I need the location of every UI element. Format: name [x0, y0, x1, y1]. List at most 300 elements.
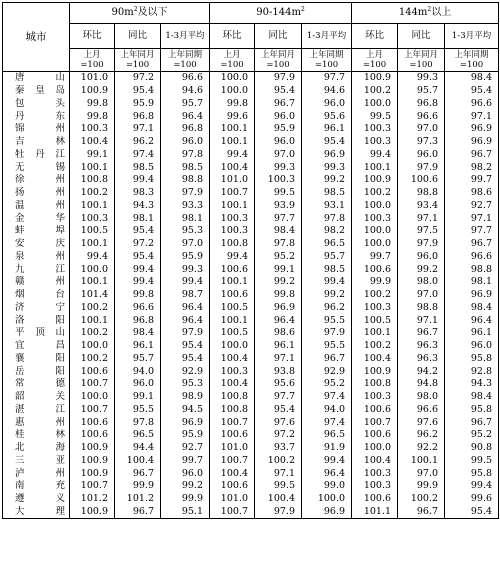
index-value-cell: 100.0 [210, 72, 255, 85]
index-value-cell: 99.5 [255, 187, 302, 200]
table-row [3, 302, 499, 315]
index-value-cell: 94.5 [161, 404, 210, 417]
index-value-cell: 101.4 [70, 289, 115, 302]
index-value-cell: 96.8 [115, 110, 161, 123]
index-value-cell: 97.2 [255, 429, 302, 442]
index-value-cell: 98.6 [255, 327, 302, 340]
index-value-cell: 96.0 [445, 340, 499, 353]
index-value-cell: 98.4 [445, 72, 499, 85]
index-value-cell: 100.4 [210, 378, 255, 391]
index-value-cell: 99.4 [161, 276, 210, 289]
index-value-cell: 98.1 [115, 212, 161, 225]
index-value-cell: 99.1 [115, 391, 161, 404]
base-value: =100 [459, 60, 484, 70]
index-value-cell: 100.6 [210, 263, 255, 276]
index-value-cell: 95.6 [255, 378, 302, 391]
index-value-cell: 98.8 [398, 302, 445, 315]
table-row [3, 378, 499, 391]
index-value-cell: 100.9 [70, 467, 115, 480]
index-value-cell: 100.3 [70, 123, 115, 136]
index-value-cell: 100.6 [352, 429, 398, 442]
index-value-cell: 100.3 [210, 212, 255, 225]
base-header [302, 49, 352, 72]
header-row-metrics [3, 24, 499, 49]
index-value-cell: 100.3 [210, 225, 255, 238]
table-row [3, 493, 499, 506]
index-value-cell: 96.5 [302, 238, 352, 251]
table-row [3, 149, 499, 162]
index-value-cell: 96.7 [115, 506, 161, 519]
index-value-cell: 100.1 [210, 123, 255, 136]
city-name-cell: 温州 [3, 200, 70, 213]
index-value-cell: 100.6 [70, 429, 115, 442]
index-value-cell: 94.4 [115, 442, 161, 455]
index-value-cell: 95.5 [302, 314, 352, 327]
index-value-cell: 99.7 [352, 251, 398, 264]
index-value-cell: 100.3 [352, 212, 398, 225]
index-value-cell: 100.4 [70, 136, 115, 149]
index-value-cell: 95.1 [161, 506, 210, 519]
city-name-cell: 扬州 [3, 187, 70, 200]
city-name-cell: 唐山 [3, 72, 70, 85]
table-row [3, 455, 499, 468]
index-value-cell: 99.7 [445, 174, 499, 187]
city-name-cell: 泸州 [3, 467, 70, 480]
index-value-cell: 98.2 [302, 225, 352, 238]
table-row [3, 365, 499, 378]
index-value-cell: 100.2 [352, 85, 398, 98]
index-value-cell: 100.6 [70, 365, 115, 378]
index-value-cell: 99.0 [302, 480, 352, 493]
base-header [398, 49, 445, 72]
index-value-cell: 98.5 [161, 161, 210, 174]
city-name-cell: 惠州 [3, 416, 70, 429]
index-value-cell: 100.0 [352, 238, 398, 251]
base-header [352, 49, 398, 72]
index-value-cell: 100.3 [352, 480, 398, 493]
index-value-cell: 100.9 [352, 174, 398, 187]
index-value-cell: 100.6 [70, 416, 115, 429]
index-value-cell: 97.1 [398, 314, 445, 327]
index-value-cell: 97.8 [255, 238, 302, 251]
index-value-cell: 96.8 [398, 98, 445, 111]
index-value-cell: 99.2 [302, 289, 352, 302]
index-value-cell: 100.6 [210, 289, 255, 302]
index-value-cell: 100.6 [352, 493, 398, 506]
base-header [115, 49, 161, 72]
index-value-cell: 99.2 [161, 480, 210, 493]
index-value-cell: 96.5 [302, 429, 352, 442]
base-value: =100 [362, 60, 387, 70]
index-value-cell: 100.0 [352, 98, 398, 111]
index-value-cell: 99.8 [70, 110, 115, 123]
index-value-cell: 98.6 [445, 187, 499, 200]
city-name-cell: 洛阳 [3, 314, 70, 327]
index-value-cell: 93.9 [255, 200, 302, 213]
table-row [3, 161, 499, 174]
index-value-cell: 97.6 [398, 416, 445, 429]
city-name-cell: 韶关 [3, 391, 70, 404]
index-value-cell: 98.1 [161, 212, 210, 225]
index-value-cell: 96.9 [445, 136, 499, 149]
city-name-cell: 襄阳 [3, 353, 70, 366]
index-value-cell: 98.0 [398, 391, 445, 404]
index-value-cell: 99.4 [302, 276, 352, 289]
index-value-cell: 100.1 [70, 238, 115, 251]
index-value-cell: 92.9 [302, 365, 352, 378]
table-row [3, 506, 499, 519]
index-value-cell: 96.0 [161, 136, 210, 149]
index-value-cell: 100.7 [70, 378, 115, 391]
index-value-cell: 101.2 [115, 493, 161, 506]
index-value-cell: 96.7 [398, 506, 445, 519]
city-name-cell: 安庆 [3, 238, 70, 251]
index-value-cell: 98.9 [161, 391, 210, 404]
index-value-cell: 100.7 [210, 455, 255, 468]
table-row [3, 429, 499, 442]
base-header [210, 49, 255, 72]
index-value-cell: 98.3 [115, 187, 161, 200]
index-value-cell: 96.8 [161, 123, 210, 136]
index-value-cell: 96.2 [115, 136, 161, 149]
metric-header-mom: 环比 [70, 24, 115, 49]
city-name-cell: 牡丹江 [3, 149, 70, 162]
city-name-cell: 徐州 [3, 174, 70, 187]
index-value-cell: 99.8 [70, 98, 115, 111]
index-value-cell: 100.1 [70, 161, 115, 174]
index-value-cell: 96.1 [255, 340, 302, 353]
index-value-cell: 97.1 [445, 110, 499, 123]
index-value-cell: 95.4 [115, 251, 161, 264]
index-value-cell: 100.4 [352, 455, 398, 468]
city-name-cell: 大理 [3, 506, 70, 519]
index-value-cell: 93.3 [161, 200, 210, 213]
index-value-cell: 98.4 [115, 327, 161, 340]
index-value-cell: 97.9 [255, 506, 302, 519]
metric-header-text: 1-3月平均 [165, 31, 205, 41]
index-value-cell: 100.2 [70, 327, 115, 340]
index-value-cell: 97.8 [161, 149, 210, 162]
index-value-cell: 93.7 [255, 442, 302, 455]
table-row [3, 187, 499, 200]
index-value-cell: 97.8 [302, 212, 352, 225]
metric-header-mom: 环比 [210, 24, 255, 49]
base-value: =100 [409, 60, 433, 70]
group-header-text: 及以下 [137, 7, 168, 18]
index-value-cell: 97.6 [255, 416, 302, 429]
index-value-cell: 99.1 [70, 149, 115, 162]
city-column-header: 城市 [3, 3, 70, 72]
index-value-cell: 99.8 [210, 98, 255, 111]
index-value-cell: 97.7 [255, 391, 302, 404]
group-header-small-area [70, 3, 210, 24]
index-value-cell: 100.5 [210, 302, 255, 315]
city-name-cell: 蚌埠 [3, 225, 70, 238]
index-value-cell: 97.4 [302, 416, 352, 429]
index-value-cell: 99.9 [352, 276, 398, 289]
group-header-sup: 2 [133, 6, 138, 13]
index-value-cell: 94.6 [302, 85, 352, 98]
table-row [3, 442, 499, 455]
index-value-cell: 100.7 [210, 187, 255, 200]
index-value-cell: 95.7 [398, 85, 445, 98]
index-value-cell: 95.3 [161, 378, 210, 391]
index-value-cell: 97.1 [255, 353, 302, 366]
index-value-cell: 96.1 [445, 327, 499, 340]
index-value-cell: 95.9 [255, 123, 302, 136]
index-value-cell: 96.4 [161, 110, 210, 123]
index-value-cell: 98.8 [161, 174, 210, 187]
index-value-cell: 100.9 [70, 442, 115, 455]
base-header [161, 49, 210, 72]
index-value-cell: 96.9 [255, 302, 302, 315]
base-header [255, 49, 302, 72]
index-value-cell: 97.0 [398, 123, 445, 136]
index-value-cell: 97.5 [398, 225, 445, 238]
index-value-cell: 99.3 [398, 72, 445, 85]
index-value-cell: 100.6 [398, 174, 445, 187]
index-value-cell: 99.4 [70, 251, 115, 264]
index-value-cell: 100.3 [352, 467, 398, 480]
index-value-cell: 95.4 [445, 506, 499, 519]
city-name-cell: 秦皇岛 [3, 85, 70, 98]
metric-header-q1-avg [302, 24, 352, 49]
index-value-cell: 99.9 [115, 480, 161, 493]
index-value-cell: 100.2 [352, 187, 398, 200]
index-value-cell: 96.4 [445, 314, 499, 327]
index-value-cell: 99.4 [302, 455, 352, 468]
index-value-cell: 95.2 [255, 251, 302, 264]
index-value-cell: 99.5 [445, 455, 499, 468]
index-value-cell: 96.3 [398, 353, 445, 366]
index-value-cell: 100.9 [352, 365, 398, 378]
index-value-cell: 97.7 [255, 212, 302, 225]
index-value-cell: 97.7 [445, 225, 499, 238]
index-value-cell: 98.4 [255, 225, 302, 238]
index-value-cell: 96.4 [161, 302, 210, 315]
index-value-cell: 101.0 [210, 442, 255, 455]
index-value-cell: 96.8 [115, 314, 161, 327]
base-label: 上年同月 [404, 50, 439, 60]
index-value-cell: 95.5 [115, 404, 161, 417]
index-value-cell: 96.1 [302, 123, 352, 136]
index-value-cell: 100.0 [352, 442, 398, 455]
index-value-cell: 96.0 [302, 98, 352, 111]
index-value-cell: 99.8 [255, 289, 302, 302]
index-value-cell: 99.7 [161, 455, 210, 468]
index-value-cell: 98.5 [302, 263, 352, 276]
index-value-cell: 97.1 [398, 212, 445, 225]
city-name-cell: 遵义 [3, 493, 70, 506]
metric-header-q1-avg [161, 24, 210, 49]
index-value-cell: 97.9 [302, 327, 352, 340]
index-value-cell: 100.8 [352, 378, 398, 391]
index-value-cell: 99.4 [352, 149, 398, 162]
table-row [3, 340, 499, 353]
city-name-cell: 济宁 [3, 302, 70, 315]
index-value-cell: 101.2 [70, 493, 115, 506]
index-value-cell: 97.8 [115, 416, 161, 429]
index-value-cell: 97.4 [115, 149, 161, 162]
index-value-cell: 97.0 [255, 149, 302, 162]
index-value-cell: 97.9 [398, 161, 445, 174]
index-value-cell: 97.7 [302, 72, 352, 85]
index-value-cell: 99.4 [210, 251, 255, 264]
index-value-cell: 99.3 [302, 161, 352, 174]
table-row [3, 212, 499, 225]
metric-header-yoy: 同比 [255, 24, 302, 49]
base-label: 上年同期 [167, 50, 202, 60]
city-name-cell: 常德 [3, 378, 70, 391]
index-value-cell: 97.2 [115, 238, 161, 251]
index-value-cell: 98.8 [445, 263, 499, 276]
index-value-cell: 96.6 [398, 110, 445, 123]
index-value-cell: 100.2 [352, 340, 398, 353]
index-value-cell: 97.9 [161, 327, 210, 340]
index-value-cell: 96.2 [398, 429, 445, 442]
city-name-cell: 北海 [3, 442, 70, 455]
index-value-cell: 100.2 [70, 187, 115, 200]
index-value-cell: 100.8 [210, 391, 255, 404]
index-value-cell: 98.7 [161, 289, 210, 302]
group-header-sup: 2 [300, 6, 305, 13]
group-header-large-area [352, 3, 499, 24]
price-index-table [2, 2, 499, 519]
index-value-cell: 93.8 [255, 365, 302, 378]
index-value-cell: 96.9 [161, 416, 210, 429]
index-value-cell: 96.7 [115, 467, 161, 480]
index-value-cell: 100.0 [210, 85, 255, 98]
index-value-cell: 100.0 [70, 391, 115, 404]
base-value: =100 [266, 60, 290, 70]
index-value-cell: 92.8 [445, 365, 499, 378]
table-row [3, 200, 499, 213]
index-value-cell: 94.3 [445, 378, 499, 391]
index-value-cell: 97.9 [255, 72, 302, 85]
index-value-cell: 99.6 [210, 110, 255, 123]
index-value-cell: 100.2 [70, 302, 115, 315]
index-value-cell: 95.3 [161, 225, 210, 238]
index-value-cell: 99.4 [115, 263, 161, 276]
index-value-cell: 97.0 [161, 238, 210, 251]
group-header-text: 144m [398, 7, 428, 18]
index-value-cell: 97.1 [255, 467, 302, 480]
city-name-cell: 平顶山 [3, 327, 70, 340]
index-value-cell: 100.4 [210, 467, 255, 480]
index-value-cell: 96.6 [115, 302, 161, 315]
index-value-cell: 98.2 [445, 161, 499, 174]
index-value-cell: 95.8 [445, 353, 499, 366]
index-value-cell: 100.3 [352, 302, 398, 315]
table-row [3, 404, 499, 417]
index-value-cell: 100.5 [70, 225, 115, 238]
index-value-cell: 98.4 [445, 391, 499, 404]
index-value-cell: 90.8 [445, 442, 499, 455]
city-name-cell: 锦州 [3, 123, 70, 136]
city-name-cell: 烟台 [3, 289, 70, 302]
index-value-cell: 99.4 [445, 480, 499, 493]
index-value-cell: 99.3 [255, 161, 302, 174]
index-value-cell: 94.3 [115, 200, 161, 213]
index-value-cell: 97.3 [398, 136, 445, 149]
index-value-cell: 92.7 [161, 442, 210, 455]
index-value-cell: 100.2 [255, 455, 302, 468]
index-value-cell: 100.1 [352, 161, 398, 174]
index-value-cell: 95.7 [115, 353, 161, 366]
city-name-cell: 南充 [3, 480, 70, 493]
table-row [3, 174, 499, 187]
index-value-cell: 100.3 [70, 212, 115, 225]
city-name-cell: 包头 [3, 98, 70, 111]
index-value-cell: 95.6 [302, 110, 352, 123]
base-label: 上年同期 [454, 50, 489, 60]
base-value: =100 [173, 60, 197, 70]
city-name-cell: 桂林 [3, 429, 70, 442]
index-value-cell: 99.5 [255, 480, 302, 493]
table-row [3, 353, 499, 366]
table-row [3, 391, 499, 404]
index-value-cell: 95.2 [302, 378, 352, 391]
table-row [3, 314, 499, 327]
city-name-cell: 吉林 [3, 136, 70, 149]
table-row [3, 225, 499, 238]
table-body [3, 72, 499, 519]
table-row [3, 85, 499, 98]
header-row-bases [3, 49, 499, 72]
index-value-cell: 96.4 [161, 314, 210, 327]
index-value-cell: 99.4 [115, 276, 161, 289]
index-value-cell: 100.9 [70, 85, 115, 98]
index-value-cell: 92.7 [445, 200, 499, 213]
index-value-cell: 100.1 [70, 200, 115, 213]
base-value: =100 [314, 60, 339, 70]
index-value-cell: 100.7 [70, 480, 115, 493]
city-name-cell: 赣州 [3, 276, 70, 289]
index-value-cell: 92.2 [398, 442, 445, 455]
group-header-text: 以上 [431, 7, 452, 18]
table-row [3, 327, 499, 340]
city-name-cell: 无锡 [3, 161, 70, 174]
index-value-cell: 100.6 [210, 480, 255, 493]
index-value-cell: 97.1 [445, 212, 499, 225]
index-value-cell: 100.1 [352, 327, 398, 340]
base-value: =100 [80, 60, 104, 70]
group-header-sup: 2 [427, 6, 432, 13]
index-value-cell: 100.6 [352, 404, 398, 417]
index-value-cell: 96.9 [302, 506, 352, 519]
index-value-cell: 96.9 [445, 123, 499, 136]
index-value-cell: 94.8 [398, 378, 445, 391]
base-label: 上年同月 [120, 50, 155, 60]
table-row [3, 467, 499, 480]
index-value-cell: 96.1 [115, 340, 161, 353]
index-value-cell: 96.4 [302, 467, 352, 480]
index-value-cell: 100.1 [398, 455, 445, 468]
index-value-cell: 99.5 [352, 110, 398, 123]
base-value: =100 [220, 60, 244, 70]
index-value-cell: 95.4 [161, 353, 210, 366]
index-value-cell: 100.7 [70, 404, 115, 417]
city-name-cell: 泉州 [3, 251, 70, 264]
index-value-cell: 96.7 [302, 353, 352, 366]
index-value-cell: 100.0 [352, 200, 398, 213]
index-value-cell: 99.1 [255, 263, 302, 276]
base-label: 上月 [83, 50, 101, 60]
index-value-cell: 96.7 [255, 98, 302, 111]
table-row [3, 289, 499, 302]
table-row [3, 238, 499, 251]
index-value-cell: 96.6 [445, 251, 499, 264]
